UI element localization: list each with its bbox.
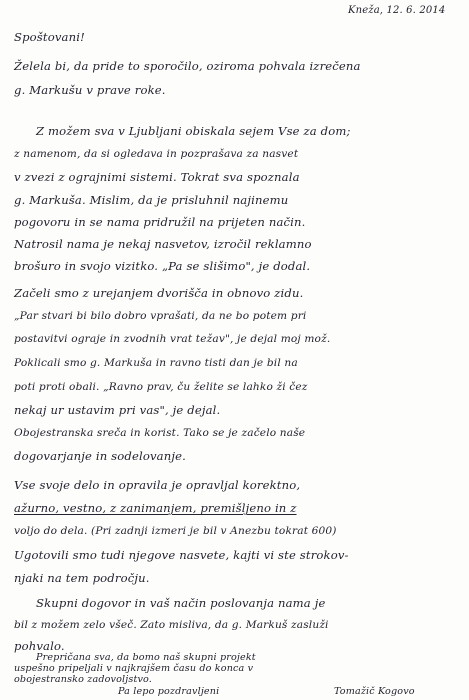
letter-line-1: Želela bi, da pride to sporočilo, oziroma pohvala izrečena: [14, 59, 361, 73]
letter-line-2: g. Markušu v prave roke.: [14, 83, 166, 97]
letter-line-15: nekaj ur ustavim pri vas", je dejal.: [14, 403, 221, 417]
letter-line-12: postavitvi ograje in zvodnih vrat težav", je dejal moj mož.: [14, 333, 331, 345]
letter-line-10: Začeli smo z urejanjem dvorišča in obnovo zidu.: [14, 286, 304, 300]
letter-line-23: Skupni dogovor in vaš način poslovanja nama je: [36, 596, 326, 610]
letter-line-21: Ugotovili smo tudi njegove nasvete, kajti vi ste strokov-: [14, 548, 349, 562]
letter-line-8: Natrosil nama je nekaj nasvetov, izročil reklamno: [14, 237, 312, 251]
letter-line-6: g. Markuša. Mislim, da je prisluhnil najinemu: [14, 193, 289, 207]
letter-line-25: pohvalo.: [14, 639, 65, 653]
letter-line-19: ažurno, vestno, z zanimanjem, premišljeno in z: [14, 501, 297, 515]
letter-line-26: Prepričana sva, da bomo naš skupni projekt: [36, 652, 256, 663]
letter-line-9: brošuro in svojo vizitko. „Pa se slišimo", je dodal.: [14, 259, 311, 273]
letter-closing: Pa lepo pozdravljeni: [118, 686, 220, 697]
letter-date: Kneža, 12. 6. 2014: [348, 5, 446, 16]
letter-line-14: poti proti obali. „Ravno prav, ču želite se lahko ži čez: [14, 381, 308, 393]
letter-salutation: Spoštovani!: [14, 30, 85, 44]
letter-line-16: Obojestranska sreča in korist. Tako se je začelo naše: [14, 427, 306, 439]
letter-line-22: njaki na tem področju.: [14, 571, 150, 585]
letter-line-11: „Par stvari bi bilo dobro vprašati, da ne bo potem pri: [14, 310, 307, 322]
letter-signature: Tomažič Kogovo: [334, 686, 415, 697]
letter-line-17: dogovarjanje in sodelovanje.: [14, 449, 186, 463]
letter-line-28: obojestransko zadovoljstvo.: [14, 674, 153, 685]
letter-line-24: bil z možem zelo všeč. Zato misliva, da g. Markuš zasluži: [14, 619, 329, 631]
letter-line-3: Z možem sva v Ljubljani obiskala sejem Vse za dom;: [36, 124, 351, 138]
letter-line-18: Vse svoje delo in opravila je opravljal korektno,: [14, 478, 301, 492]
letter-line-20: voljo do dela. (Pri zadnji izmeri je bil v Anezbu tokrat 600): [14, 525, 337, 537]
letter-line-27: uspešno pripeljali v najkrajšem času do konca v: [14, 663, 254, 674]
letter-line-13: Poklicali smo g. Markuša in ravno tisti dan je bil na: [14, 357, 298, 369]
letter-line-4: z namenom, da si ogledava in pozprašava za nasvet: [14, 148, 299, 160]
letter-line-7: pogovoru in se nama pridružil na prijeten način.: [14, 215, 306, 229]
letter-line-5: v zvezi z ograjnimi sistemi. Tokrat sva spoznala: [14, 170, 300, 184]
